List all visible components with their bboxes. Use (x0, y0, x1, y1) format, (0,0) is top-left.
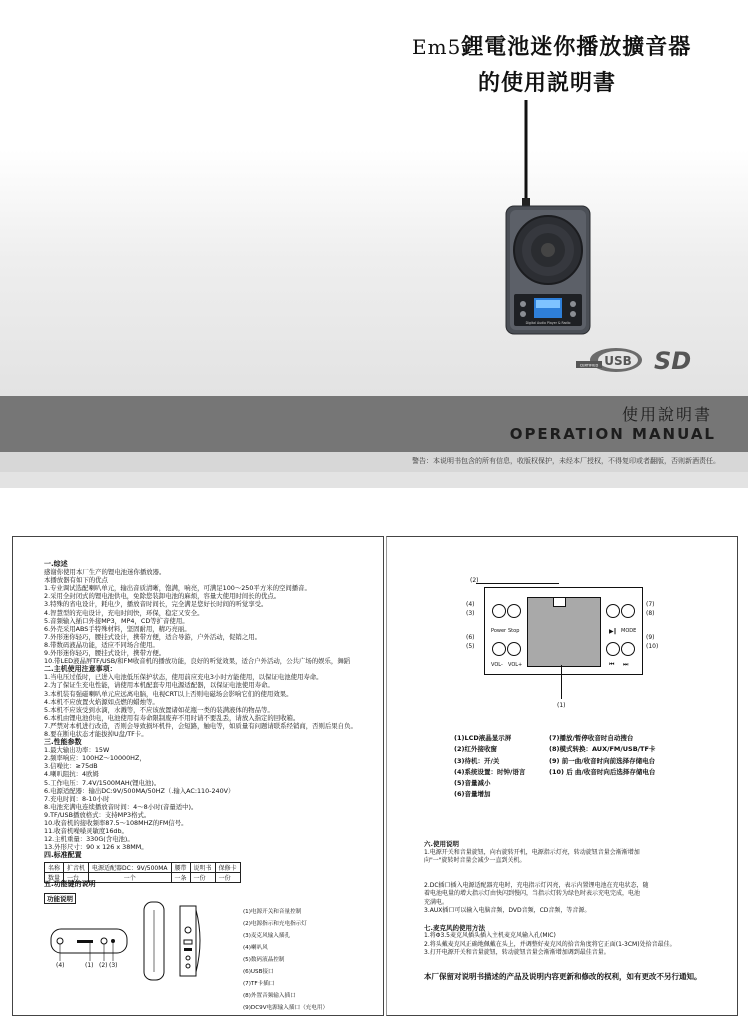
play-pause-button (606, 604, 620, 618)
table-header-cell: 腰带 (171, 863, 190, 873)
table-header-cell: 保修卡 (215, 863, 240, 873)
table-cell: 一份 (190, 873, 215, 883)
sd-text: SD (654, 348, 692, 374)
intro-line: 11.收音机噪嗓灵敏度16db。 (44, 827, 128, 836)
usage-line: 3.打开电源开关和音量旋钮，转动旋钮音量会渐渐增加调到最佳音量。 (424, 949, 610, 956)
function-item: (1)电源开关和音量控制 (243, 909, 302, 915)
callout-3: (3) (109, 962, 118, 969)
function-item: (5)数码液晶控制 (243, 957, 285, 963)
usage-line: 2.将头戴麦克风正确地佩戴在头上，并调整好麦克风的拾音角度将它正面(1-3CM)处拾音最佳。 (424, 940, 676, 948)
usage-line: 着电池电量的增大指示灯由快闪到慢闪，当指示灯转为绿色时表示充电完成，电池 (424, 890, 641, 897)
intro-line: 5.工作电压：7.4V/1500MAH(锂电池)。 (44, 778, 161, 787)
vol-plus-label: VOL+ (508, 662, 523, 668)
function-item: (8)外置音频输入插口 (243, 993, 296, 999)
play-pause-icon: ▶‖ (609, 628, 617, 635)
intro-line: 1.专业调试选配喇叭单元，输出音质清晰，饱满，响亮，可满足100～250平方米的空间播音。 (44, 584, 311, 593)
model-name: Em5 (412, 35, 462, 59)
intro-line: 6.本机由锂电池供电，电池使用有寿命限制废弃不用时请不要乱丢，请放入指定的回收箱。 (44, 713, 300, 722)
table-header-cell: 名称 (45, 863, 64, 873)
legend-item: (3)待机：开/关 (454, 756, 500, 765)
mode-button (621, 604, 635, 618)
callout-1: (1) (85, 962, 94, 969)
stop-label: Stop (508, 628, 520, 634)
callout-2: (2) (99, 962, 108, 969)
power-button (492, 604, 506, 618)
intro-line: 一.综述 (44, 560, 68, 568)
legend-item: (2)红外接收窗 (454, 745, 497, 754)
table-cell: 一条 (171, 873, 190, 883)
vol-minus-button (492, 642, 506, 656)
intro-line: 2.频率响应：100HZ～10000HZ， (44, 754, 146, 763)
callout-right-8: (8) (646, 610, 655, 617)
usage-line: 向"一"旋转时音量会减少一直到关机。 (424, 857, 526, 864)
usage-line (424, 866, 676, 874)
legend-item: (7)播放/暂停收音时自动搜台 (549, 734, 634, 742)
callout-bottom: (1) (557, 702, 566, 709)
legend-item: (6)音量增加 (454, 790, 491, 799)
usb-text: USB (604, 354, 632, 368)
intro-line: 6.电源适配器：输出DC:9V/500MA/50HZ（.输入AC:110-240V） (44, 786, 235, 795)
callout-right-9: (9) (646, 634, 655, 641)
callout-left-5: (5) (466, 643, 475, 650)
usage-notes (424, 840, 676, 958)
usb-certified-text: CERTIFIED (579, 363, 599, 368)
intro-line: 4.喇叭阻抗：4欧姆 (44, 770, 99, 779)
intro-line: 4.智慧型的充电设计，充电时间快，环保，稳定又安全。 (44, 608, 204, 617)
intro-line: 4.本机不应放置火焰源如点燃的蜡烛等。 (44, 697, 159, 706)
final-note: 本厂保留对说明书描述的产品及说明内容更新和修改的权利，如有更改不另行通知。 (424, 972, 702, 981)
legend-right (549, 733, 655, 778)
legend-item: (9) 前一曲/收音时向前选择存储电台 (549, 756, 656, 765)
table-cell: 数量 (45, 873, 64, 883)
manual-title-en: OPERATION MANUAL (509, 425, 716, 443)
usage-line: 充满电。 (424, 898, 449, 906)
intro-line: 三.性能参数 (44, 738, 82, 747)
usb-logo (576, 347, 642, 373)
intro-line: 1.最大输出功率：15W (44, 746, 110, 755)
intro-line: 3.特殊的省电设计，耗电少，播放音时间长，完全满足您好长时间的听觉享受。 (44, 600, 268, 609)
vol-minus-label: VOL- (491, 662, 503, 668)
callout-left-4: (4) (466, 601, 475, 608)
section5-title (44, 880, 96, 888)
function-list (243, 906, 328, 1014)
table-cell: 一个 (89, 873, 172, 883)
table-header-cell: 扩音机 (64, 863, 89, 873)
legend-item: (10) 后 曲/收音时向后选择存储电台 (549, 767, 656, 776)
ir-leader (476, 583, 559, 584)
usage-line: 1.电源开关和音量旋钮，向右旋转开机，电源指示灯亮，转动旋钮音量会渐渐增加 (424, 848, 640, 856)
title-text: 鋰電池迷你播放擴音器 (461, 35, 692, 60)
function-item: (4)喇叭风 (243, 945, 268, 951)
intro-line: 3.本机装有强磁喇叭单元应远离电脑，电视CRT以上否则电磁场会影响它们的使用效果。 (44, 689, 293, 698)
callout-right-7: (7) (646, 601, 655, 608)
intro-line: 13.外形尺寸：90 x 126 x 38MM。 (44, 843, 148, 852)
intro-line: 5.音频输入插口外接MP3，MP4，CD等扩音使用。 (44, 616, 189, 625)
intro-line: 1.当电压过低时，已进入电池低压保护状态，使用前应充电3小时方能使用，以保证电池使用寿命。 (44, 673, 323, 682)
usage-line (424, 916, 676, 924)
usage-line: 2.DC插口插入电源适配器充电时，充电指示灯闪亮，表示内置锂电池在充电状态，随 (424, 881, 649, 889)
intro-line: 7.充电时间：8-10小时 (44, 794, 110, 803)
table-cell: 一台 (64, 873, 89, 883)
intro-line: 10.带LED液晶屏TF/USB/和FM收音机的播放功能，良好的听觉效果，适合户外活动，公共广场的娱乐，舞蹈 (44, 657, 351, 666)
intro-line: 6.外壳采用ABS手特殊材料，坚固耐用，精巧亮丽。 (44, 624, 191, 633)
callout-left-6: (6) (466, 634, 475, 641)
usage-line (424, 874, 676, 882)
function-item: (2)电源指示和充电指示灯 (243, 921, 307, 927)
function-item: (9)DC9V电源输入插口（充电用） (243, 1005, 329, 1011)
callout-right-10: (10) (646, 643, 659, 650)
ir-window (553, 597, 566, 607)
function-item: (7)TF卡插口 (243, 981, 275, 987)
intro-line: 7.外形迷你轻巧，腰挂式设计，携带方便，适合导游，户外活动，促销之用。 (44, 632, 261, 641)
legend-left (454, 733, 525, 801)
intro-line: 9.TF/USB播放格式：支持MP3格式。 (44, 810, 151, 819)
table-header-cell: 说明书 (190, 863, 215, 873)
intro-line: 2.为了保证生充电性能，请使用本机配套专用电源适配器，以保证电池使用寿命。 (44, 681, 274, 690)
section5-heading: 五.功能键的说明 (44, 880, 96, 888)
callout-left-3: (3) (466, 610, 475, 617)
table-header-cell: 电源适配器DC：9V/500MA (89, 863, 172, 873)
intro-line: 二.主机使用注意事项： (44, 665, 117, 674)
usage-line: 六.使用说明 (424, 840, 459, 848)
intro-line: 感谢你使用本厂生产的锂电池迷你播放器。 (44, 568, 166, 577)
usage-line: 七.麦克风的使用方法 (424, 923, 485, 932)
intro-line: 8.带数码液晶功能，适应不同场合使用。 (44, 640, 159, 649)
device-screen-text: Digital Audio Player & Radio (525, 321, 571, 325)
function-item: (3)麦克风输入插孔 (243, 933, 291, 939)
mode-label: MODE (621, 628, 637, 634)
device-image (492, 94, 602, 344)
usage-line: 3.AUX插口可以输入电脑音频，DVD音频，CD音频，等音源。 (424, 907, 591, 914)
intro-line: 本播放器有如下的优点 (44, 576, 108, 585)
table-header-row (45, 863, 241, 873)
intro-text (44, 560, 357, 859)
product-title-line1 (412, 30, 691, 61)
function-item: (6)USB接口 (243, 969, 274, 975)
table-cell: 一份 (215, 873, 240, 883)
callout-top: (2) (470, 577, 479, 584)
usage-line: 1.将Φ3.5麦克风插头插入主机麦克风输入孔(MIC) (424, 932, 556, 939)
intro-line: 5.本机不应该受到水滴，水溅等，不应该放置诸如花瓶一类的装满液体的物品等。 (44, 705, 274, 714)
legend-item: (1)LCD液晶显示屏 (454, 734, 512, 742)
intro-line: 2.采用全封闭式的锂电池供电，免除您装卸电池的麻烦，容量大使用时间长的优点。 (44, 592, 281, 601)
vol-plus-button (507, 642, 521, 656)
intro-line: 10.收音机的接收频率87.5～108MHZ的FM信号。 (44, 819, 188, 827)
prev-button (606, 642, 620, 656)
callout-4: (4) (56, 962, 65, 969)
sd-logo (652, 348, 710, 374)
intro-line: 7.严禁对本机进行改造，否则会导致损坏机件，会短路，触电等，如质量有问题请联系经销商，否则后果自负。 (44, 721, 357, 730)
power-label: Power (491, 628, 507, 634)
lcd-screen-diagram (527, 597, 601, 667)
prev-icon: ⏮ (609, 661, 615, 668)
intro-line: 8.要在断电状态才能拔掉U盘/TF卡。 (44, 729, 148, 738)
func-label: 功能说明 (44, 893, 76, 904)
copyright-warning: 警告：本说明书包含的所有信息，收版权保护，未经本厂授权，不得复印或者翻版，否则新酒责任。 (412, 457, 720, 465)
intro-line: 8.电池充满电连续播放音时间：4～8小时(音量适中)。 (44, 802, 198, 811)
manual-title-cn: 使用說明書 (621, 405, 712, 424)
intro-line: 12.主机重量：330G(含电池)。 (44, 835, 134, 844)
legend-item: (4)系统设置：时钟/语言 (454, 767, 526, 776)
product-title-line2: 的使用説明書 (478, 71, 617, 96)
next-icon: ⏭ (623, 661, 629, 668)
intro-line: 9.外形迷你轻巧，腰挂式设计，携带方便。 (44, 649, 166, 658)
intro-line: 四.标准配置 (44, 851, 82, 860)
lcd-leader (561, 665, 562, 699)
legend-item: (8)模式转换：AUX/FM/USB/TF卡 (549, 745, 656, 754)
legend-item: (5)音量减小 (454, 779, 491, 788)
side-view-diagram (142, 900, 212, 982)
intro-line: 3.信噪比：≥75dB (44, 762, 98, 771)
next-button (621, 642, 635, 656)
stop-button (507, 604, 521, 618)
